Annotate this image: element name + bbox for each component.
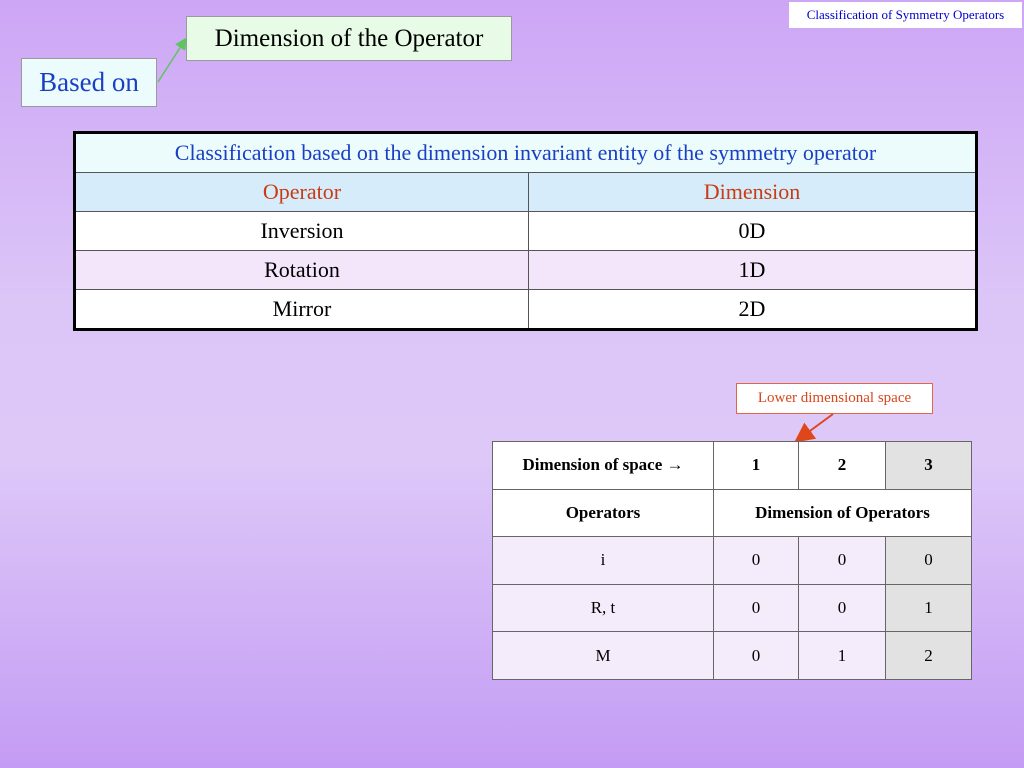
value-cell: 0 <box>714 584 799 632</box>
dim-operators-header: Dimension of Operators <box>714 489 972 537</box>
value-cell: 0 <box>714 537 799 585</box>
dimension-cell: 0D <box>529 212 977 251</box>
value-cell: 0 <box>714 632 799 680</box>
table-row <box>493 584 972 632</box>
operator-cell: Rotation <box>75 251 529 290</box>
operator-cell: Mirror <box>75 290 529 330</box>
dimension-cell: 1D <box>529 251 977 290</box>
table-row <box>75 251 977 290</box>
value-cell: 0 <box>886 537 972 585</box>
dim-1-header: 1 <box>714 442 799 490</box>
operator-cell: Inversion <box>75 212 529 251</box>
classification-table <box>73 131 978 331</box>
value-cell: 0 <box>799 537 886 585</box>
table-row <box>75 212 977 251</box>
operator-cell: i <box>493 537 714 585</box>
dim-3-header: 3 <box>886 442 972 490</box>
dim-2-header: 2 <box>799 442 886 490</box>
header-operator: Operator <box>75 173 529 212</box>
table1-caption: Classification based on the dimension invariant entity of the symmetry operator <box>75 133 977 173</box>
operators-header: Operators <box>493 489 714 537</box>
value-cell: 0 <box>799 584 886 632</box>
operator-cell: M <box>493 632 714 680</box>
dimension-of-operator-box: Dimension of the Operator <box>186 16 512 61</box>
value-cell: 2 <box>886 632 972 680</box>
value-cell: 1 <box>886 584 972 632</box>
table-row <box>493 537 972 585</box>
dim-space-header: Dimension of space → <box>493 442 714 490</box>
slide-title: Classification of Symmetry Operators <box>789 2 1022 28</box>
green-arrow <box>158 40 185 82</box>
table-row <box>75 290 977 330</box>
red-arrow <box>799 414 833 439</box>
header-dimension: Dimension <box>529 173 977 212</box>
dimension-cell: 2D <box>529 290 977 330</box>
table-row <box>493 632 972 680</box>
dimension-space-table <box>492 441 972 680</box>
lower-dimensional-space-label: Lower dimensional space <box>736 383 933 414</box>
operator-cell: R, t <box>493 584 714 632</box>
based-on-box: Based on <box>21 58 157 107</box>
value-cell: 1 <box>799 632 886 680</box>
